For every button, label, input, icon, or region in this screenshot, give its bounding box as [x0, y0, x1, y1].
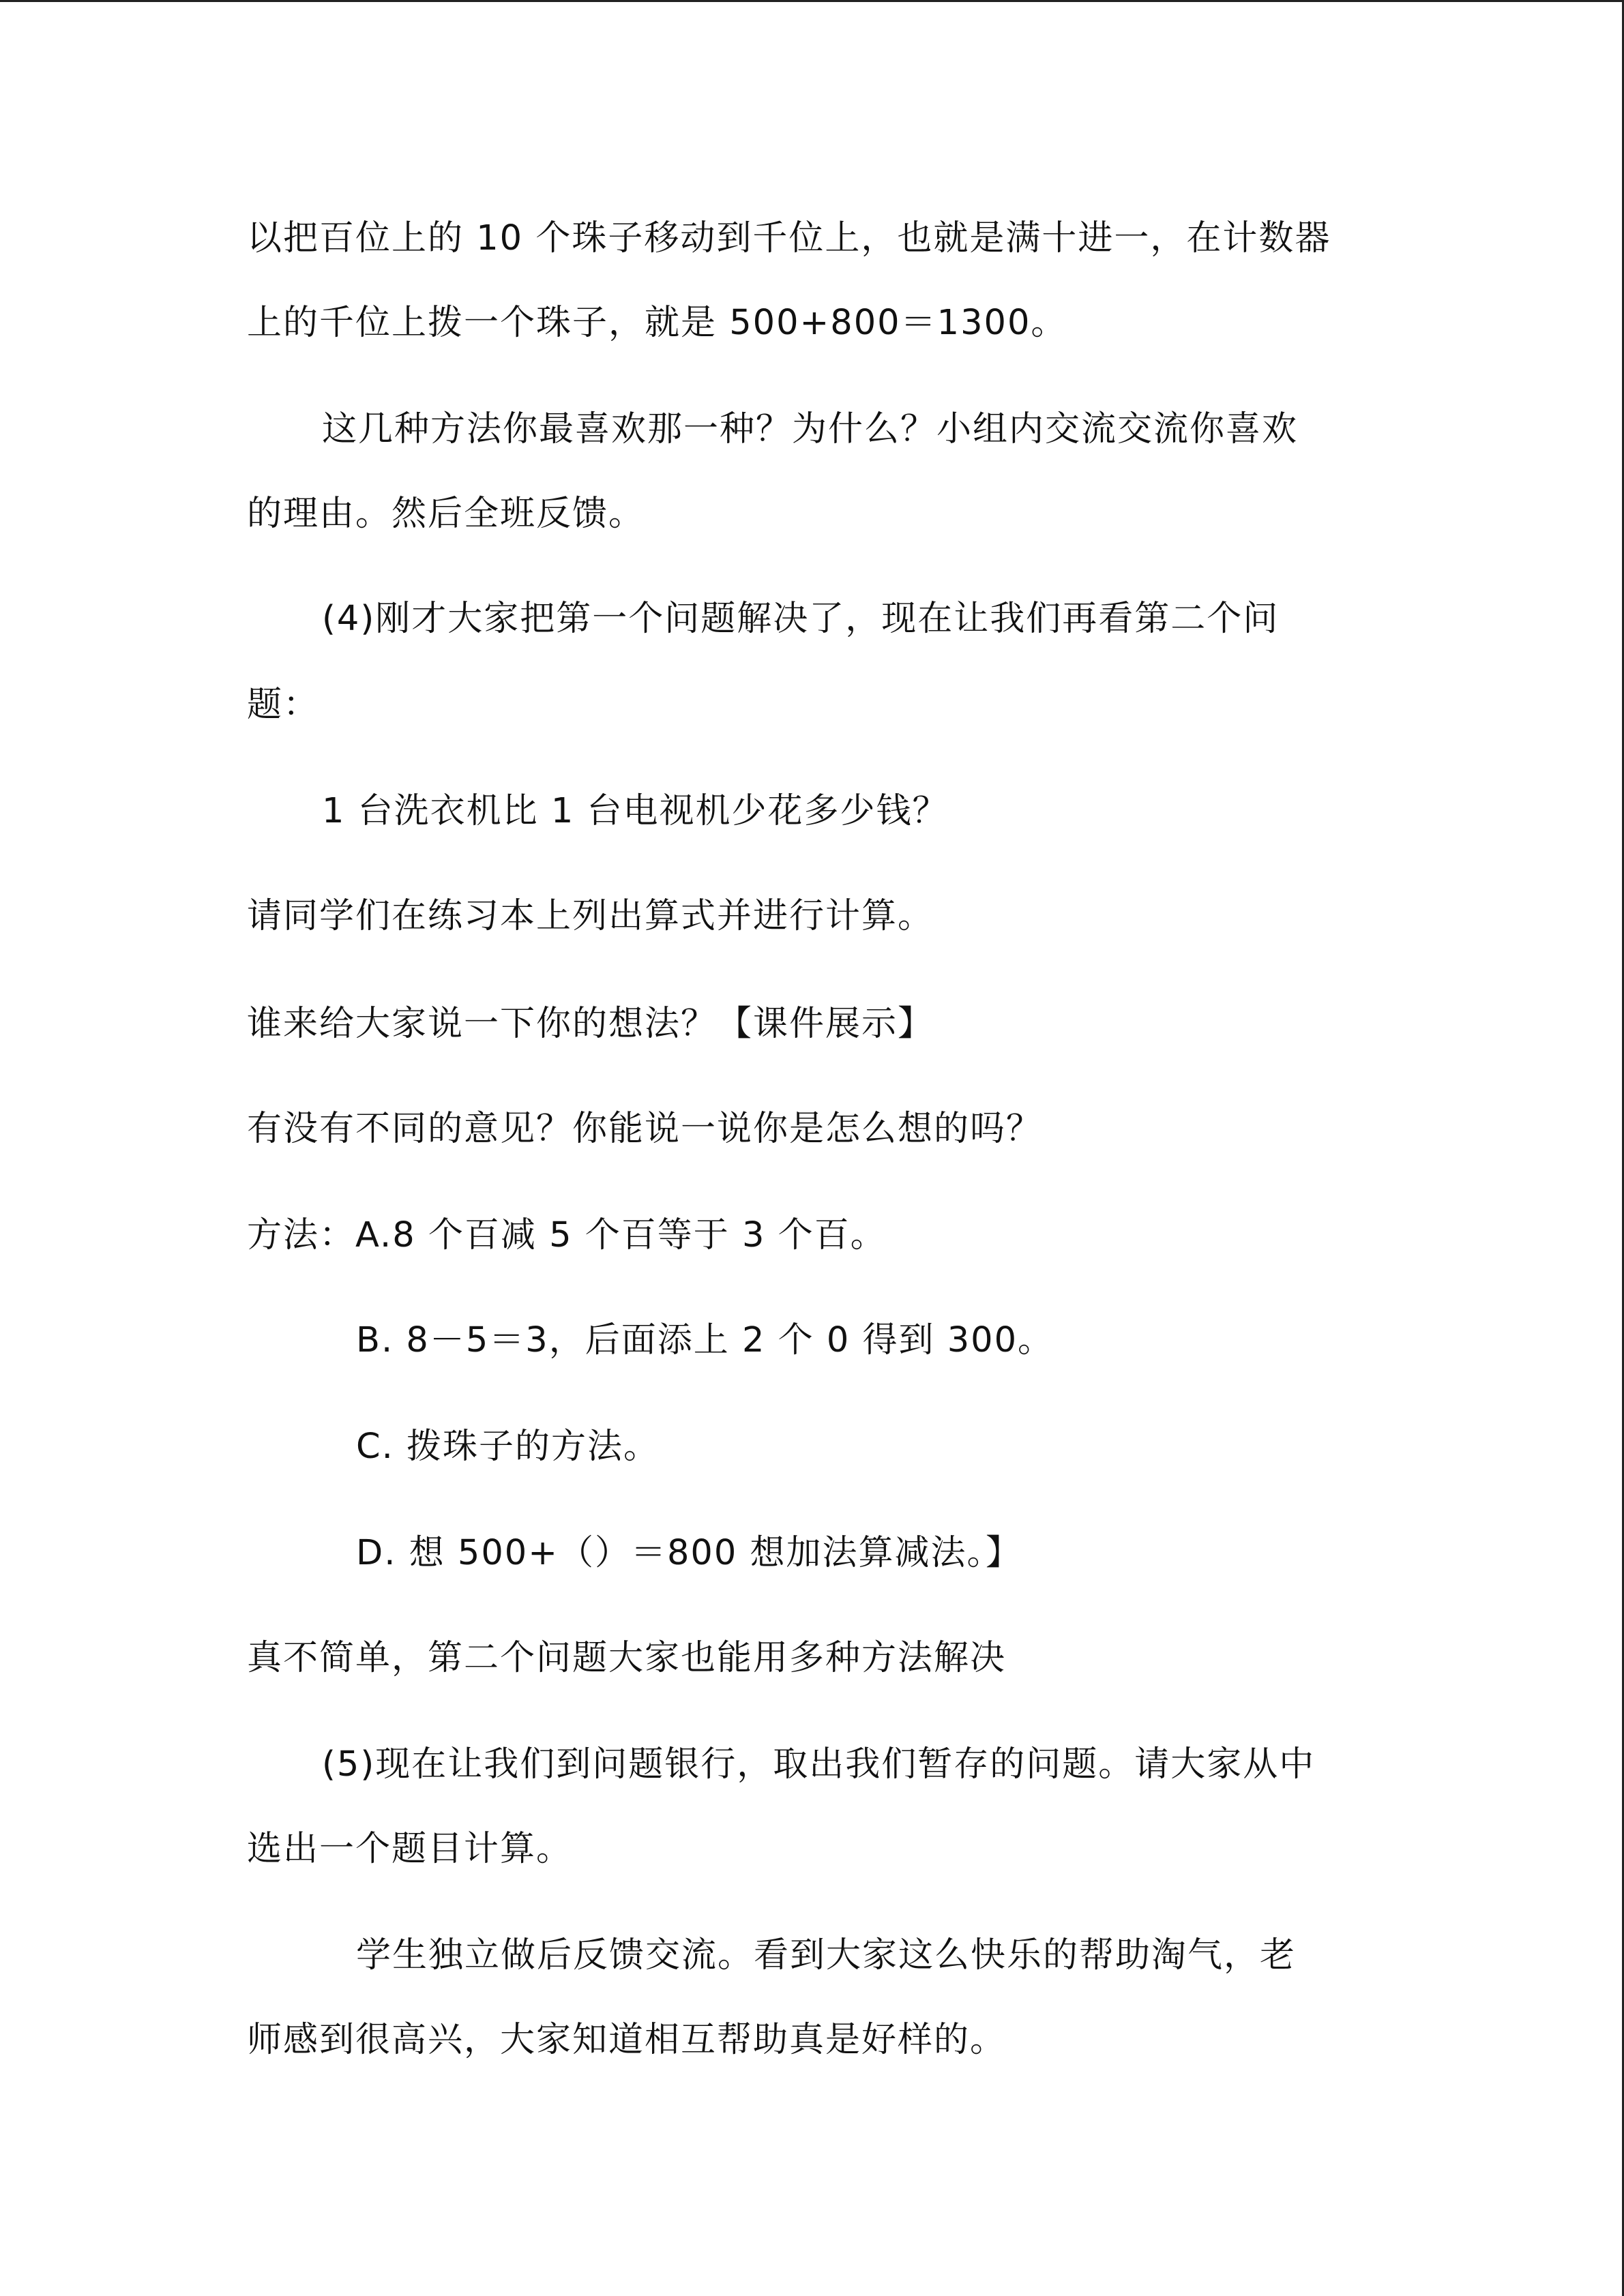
text-line-17: 选出一个题目计算。 [247, 1829, 573, 1869]
text-line-12: B. 8－5＝3，后面添上 2 个 0 得到 300。 [356, 1320, 1054, 1360]
text-line-14: D. 想 500+（）＝800 想加法算减法。】 [356, 1533, 1022, 1573]
text-line-7: 1 台洗衣机比 1 台电视机少花多少钱？ [322, 791, 949, 831]
text-line-5: (4)刚才大家把第一个问题解决了，现在让我们再看第二个问 [322, 599, 1280, 639]
text-line-13: C. 拨珠子的方法。 [356, 1427, 660, 1467]
text-line-11: 方法：A.8 个百减 5 个百等于 3 个百。 [247, 1215, 887, 1255]
text-line-3: 这几种方法你最喜欢那一种？为什么？小组内交流交流你喜欢 [322, 409, 1299, 449]
text-line-8: 请同学们在练习本上列出算式并进行计算。 [247, 896, 934, 936]
text-line-18: 学生独立做后反馈交流。看到大家这么快乐的帮助淘气，老 [356, 1935, 1297, 1976]
text-line-6: 题： [247, 685, 320, 725]
text-line-9: 谁来给大家说一下你的想法？【课件展示】 [247, 1004, 934, 1044]
text-line-1: 以把百位上的 10 个珠子移动到千位上，也就是满十进一，在计数器 [247, 218, 1331, 258]
text-line-10: 有没有不同的意见？你能说一说你是怎么想的吗？ [247, 1109, 1043, 1149]
text-line-4: 的理由。然后全班反馈。 [247, 494, 645, 534]
text-line-19: 师感到很高兴，大家知道相互帮助真是好样的。 [247, 2020, 1007, 2060]
text-line-16: (5)现在让我们到问题银行，取出我们暂存的问题。请大家从中 [322, 1744, 1316, 1785]
text-line-15: 真不简单，第二个问题大家也能用多种方法解决 [247, 1638, 1007, 1678]
page-border-top [0, 0, 1624, 2]
text-line-2: 上的千位上拨一个珠子，就是 500+800＝1300。 [247, 303, 1067, 343]
